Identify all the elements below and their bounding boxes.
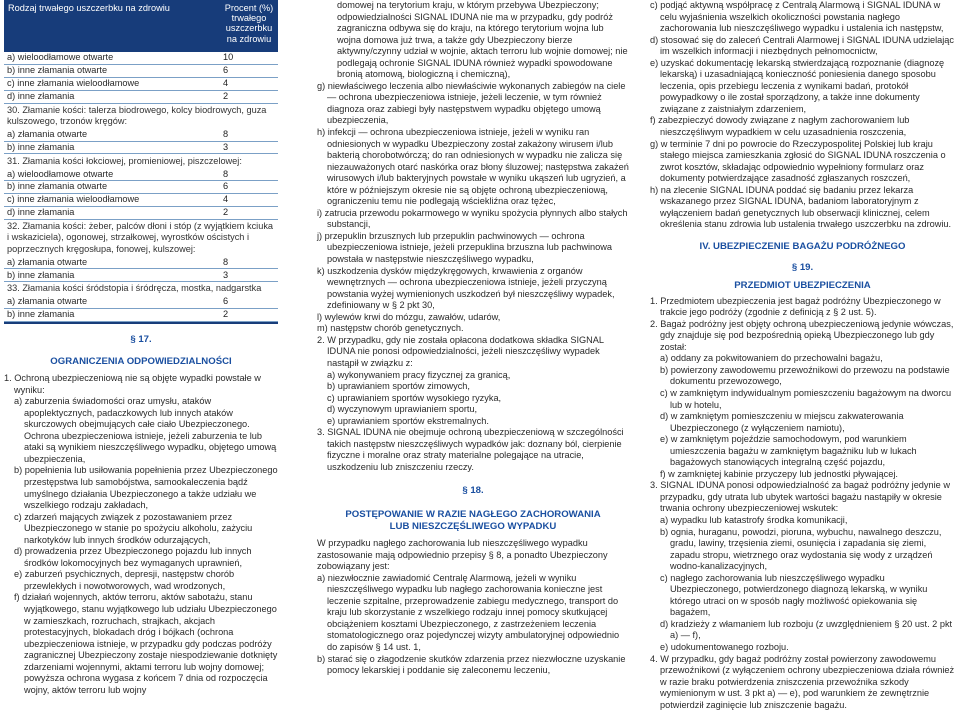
row-label: b) inne złamania otwarte [4,181,220,194]
c3-p2e: e) w zamkniętym pojeździe samochodowym, pod warunkiem umieszczenia bagażu w zamkniętym bagażniku lub w lukach bagażowych stanowiących integralną część pojazdu, [660,434,917,468]
c2-j: j) przepuklin brzusznych lub przepuklin pachwinowych — ochrona ubezpieczeniowa istnieje, jeżeli przepuklina brzuszna lub pachwinowa powstała w następstwie nieszczęśliwego wypadku, [317,230,612,265]
section-19-title: PRZEDMIOT UBEZPIECZENIA [734,280,871,292]
c3-p2c: c) w zamkniętym indywidualnym pomieszczeniu bagażowym na dworcu lub w hotelu, [660,387,952,410]
row-label: b) inne złamania otwarte [4,64,220,77]
table-row [4,181,278,194]
section-18-number: § 18. [462,485,484,497]
row-percent: 8 [220,257,278,269]
c2-p2e: e) uprawianiem sportów ekstremalnych. [327,415,489,426]
section-19-number: § 19. [791,262,814,274]
row-label: a) złamania otwarte [4,129,220,141]
part-4-title: IV. UBEZPIECZENIE BAGAŻU PODRÓŻNEGO [699,240,906,252]
c2-i: i) zatrucia przewodu pokarmowego w wyniku spożycia płynnych albo stałych substancji, [317,207,628,230]
row-percent: 10 [220,52,278,64]
table-row [4,168,278,180]
row-percent: 6 [220,296,278,308]
c2-m: m) następstw chorób genetycznych. [317,323,464,334]
category-label: 33. Złamania kości śródstopia i śródręcza, mostka, nadgarstka [7,283,262,294]
c3-p1: 1. Przedmiotem ubezpieczenia jest bagaż podróżny Ubezpieczonego w trakcie jego podróży (zgodnie z definicją z § 2 ust. 5). [650,295,941,318]
header-title: Rodzaj trwałego uszczerbku na zdrowiu [8,3,170,13]
table-header [4,0,278,52]
row-percent: 2 [220,309,278,322]
c3-c: c) podjąć aktywną współpracę z Centralą Alarmową i SIGNAL IDUNA w celu wyjaśnienia wszelkich okoliczności powstania nagłego zachorowania lub nieszczęśliwego wypadku i ustalenia ich następstw, [650,0,944,34]
s17-d: d) prowadzenia przez Ubezpieczonego pojazdu lub innych środków lokomocyjnych bez wymaganych uprawnień, [14,546,252,568]
s17-a2: Ochrona ubezpieczeniowa istnieje, jeżeli zaburzenia te lub ataki są wynikiem nieszczęśliwego wypadku, objętego umową ubezpieczenia, [24,430,277,464]
row-label: a) złamania otwarte [4,257,220,269]
c3-p2d: d) w zamkniętym pomieszczeniu w miejscu zakwaterowania Ubezpieczonego (z wyłączeniem namiotu), [660,411,904,433]
table-row [4,296,278,308]
c2-s18p: W przypadku nagłego zachorowania lub nieszczęśliwego wypadku zastosowanie mają odpowiednio przepisy § 8, a ponadto Ubezpieczony zobowiązany jest: [317,538,608,572]
c3-h: h) na zlecenie SIGNAL IDUNA poddać się badaniu przez lekarza wskazanego przez SIGNAL IDUNA, badaniom laboratoryjnym z wyłączeniem badań genetycznych lub obserwacji klinicznej, celem określenia stanu zdrowia lub ustalenia trwałego uszczerbku na zdrowiu. [650,184,952,230]
table-row [4,194,278,207]
row-label: c) inne złamania wieloodłamowe [4,194,220,207]
row-percent: 2 [220,207,278,220]
table-row [4,90,278,103]
column-left [4,0,278,696]
c3-p4: 4. W przypadku, gdy bagaż podróżny został powierzony zawodowemu przewoźnikowi (z wyłączeniem ochrony ubezpieczeniowa działa również w razie braku potwierdzenia zniszczenia przewoźnika szkody wymienionym w ust. 3 pkt a) — e), pod warunkiem że zewnętrznie potwierdził zaginięcie lub zniszczenie bagażu. [650,653,955,710]
table-row [4,52,278,64]
c3-p3a: a) wypadku lub katastrofy środka komunikacji, [660,514,848,525]
table-row [4,64,278,77]
c2-h: h) infekcji — ochrona ubezpieczeniowa istnieje, jeżeli w wyniku ran odniesionych w wypadku Ubezpieczony został zakażony wirusem i/lub bakterią chorobotwórczą; do ran odniesionych w wypadku nie zalicza się niezauważonych otarć naskórka oraz błony śluzowej; następstwa zakażeń wirusowych i/lub bakteryjnych powstałe w wyniku ukąszeń lub ugryzień, a które w późniejszym okresie nie są objęte ochroną ubezpieczeniową, ograniczeniu temu nie podlegają wściekliźna oraz tężec, [317,127,629,207]
category-label: 31. Złamania kości łokciowej, promieniowej, piszczelowej: [7,155,242,166]
table-row [4,207,278,220]
row-percent: 6 [220,181,278,194]
c2-l: l) wylewów krwi do mózgu, zawałów, udarów, [317,311,501,322]
table-row [4,77,278,90]
section-18-title-1: POSTĘPOWANIE W RAZIE NAGŁEGO ZACHOROWANIA [345,508,601,520]
table-category-row [4,154,278,168]
c3-p2f: f) w zamkniętej kabinie przyczepy lub jednostki pływającej. [660,468,898,479]
row-label: a) wieloodłamowe otwarte [4,52,220,64]
table-row [4,129,278,141]
category-label: 30. Złamanie kości: talerza biodrowego, kolcy biodrowych, guza kulszowego, trzonów kręgów: [7,104,267,127]
table-row [4,141,278,154]
c2-p2b: b) uprawianiem sportów zimowych, [327,381,470,392]
c2-cont: domowej na terytorium kraju, w którym przebywa Ubezpieczony; odpowiedzialności SIGNAL IDUNA nie ma w przypadku, gdy podróż zagraniczna odbywa się do kraju, na którego terytorium wojna lub wojna domowa już trwa, a także gdy Ubezpieczony bierze aktywny/czynny udział w wojnie, aktach terroru lub wojnie domowej; nie podlegają ochronie SIGNAL IDUNA również wypadki spowodowane bronią atomową, biologiczną i chemiczną), [337,0,628,80]
c3-f: f) zabezpieczyć dowody związane z nagłym zachorowaniem lub nieszczęśliwym wypadkiem w celu uzasadnienia roszczenia, [650,115,910,138]
c3-p2a: a) oddany za pokwitowaniem do przechowalni bagażu, [660,353,883,364]
s17-e: e) zaburzeń psychicznych, depresji, następstw chorób przewlekłych i nowotworowych, wad wrodzonych, [14,569,235,591]
c3-p2b: b) powierzony zawodowemu przewoźnikowi do przewozu na podstawie dokumentu przewozowego, [660,364,950,387]
row-percent: 8 [220,129,278,141]
c3-g: g) w terminie 7 dni po powrocie do Rzeczypospolitej Polskiej lub kraju stałego miejsca zamieszkania zgłosić do SIGNAL IDUNA roszczenia o zwrot kosztów, składając odpowiednio wypełniony formularz oraz dokumenty potwierdzające zasadność zgłaszanych roszczeń, [650,138,946,184]
c2-p3: 3. SIGNAL IDUNA nie obejmuje ochroną ubezpieczeniową w szczególności takich następstw nieszczęśliwych wypadków jak: doznany ból, cierpienie fizyczne i moralne oraz straty materialne polegające na utracie, uszkodzeniu lub zniszczeniu rzeczy. [317,427,624,472]
injury-table [4,0,278,324]
c2-p2d: d) wyczynowym uprawianiem sportu, [327,404,478,415]
category-label: 32. Złamania kości: żeber, palców dłoni i stóp (z wyjątkiem kciuka i wskaziciela), ogonowej, strzałkowej, wyrostków ościstych i poprzecznych kręgosłupa, fonowej, kulszowej: [7,220,274,254]
c3-p3: 3. SIGNAL IDUNA ponosi odpowiedzialność za bagaż podróżny jedynie w przypadku, gdy utrata lub ubytek wartości bagażu nastąpiły w okresie trwania ochrony ubezpieczeniowej wskutek: [650,480,950,514]
c3-p3d: d) kradzieży z włamaniem lub rozboju (z uwzględnieniem § 20 ust. 2 pkt a) — f), [660,618,953,641]
c2-k: k) uszkodzenia dysków międzykręgowych, krwawienia z organów wewnętrznych — ochrona ubezpieczeniowa istnieje, jeżeli przyczyną powstania wyżej wymienionych uszkodzeń był nieszczęśliwy wypadek, zdefiniowany w § 2 pkt 30, [317,265,615,311]
table-category-row [4,103,278,129]
row-label: d) inne złamania [4,90,220,103]
row-percent: 4 [220,77,278,90]
c3-p3c: c) nagłego zachorowania lub nieszczęśliwego wypadku Ubezpieczonego, potwierdzonego diagnozą lekarską, w wyniku którego utraci on w sposób nagły możliwość opiekowania się bagażem, [660,572,928,618]
c3-p2: 2. Bagaż podróżny jest objęty ochroną ubezpieczeniową jedynie wówczas, gdy znajduje się pod bezpośrednią opieką Ubezpieczonego lub gdy został: [650,318,954,352]
row-label: a) złamania otwarte [4,296,220,308]
c3-p3e: e) udokumentowanego rozboju. [660,641,789,652]
c2-g: g) niewłaściwego leczenia albo niewłaściwie wykonanych zabiegów na ciele — ochrona ubezpieczeniowa istnieje, jeżeli leczenie, w tym również diagnoza oraz zabiegi były następstwem wypadku objętego umową ubezpieczenia, [317,80,626,126]
row-label: d) inne złamania [4,207,220,220]
row-label: b) inne złamania [4,269,220,282]
section-17-title: OGRANICZENIA ODPOWIEDZIALNOŚCI [50,355,232,367]
c3-d: d) stosować się do zaleceń Centrali Alarmowej i SIGNAL IDUNA udzielając im wszelkich informacji i niezbędnych pełnomocnictw, [650,34,954,57]
row-label: a) wieloodłamowe otwarte [4,168,220,180]
table-row [4,257,278,269]
row-label: c) inne złamania wieloodłamowe [4,77,220,90]
c2-p2c: c) uprawianiem sportów wysokiego ryzyka, [327,392,502,403]
table-row [4,309,278,322]
row-percent: 8 [220,168,278,180]
section-17-number: § 17. [130,333,152,345]
column-middle [317,0,629,677]
row-percent: 4 [220,194,278,207]
c2-p2a: a) wykonywaniem pracy fizycznej za granicą, [327,369,511,380]
s17-f: f) działań wojennych, aktów terroru, aktów sabotażu, stanu wyjątkowego, stanu wyjątkowego lub udziału Ubezpieczonego w zamieszkach, rozruchach, strajkach, akcjach protestacyjnych, blokadach dróg i bójkach (ochrona ubezpieczeniowa istnieje, w przypadku gdy podczas podróży zagranicznej Ubezpieczony zostaje niespodziewanie dotknięty zdarzeniami wojennymi, aktami terroru lub wojny domowej; powyższa ochrona wygasa z końcem 7 dnia od rozpoczęcia wojny, aktów terroru lub wojny [14,592,278,695]
s17-b: b) popełnienia lub usiłowania popełnienia przez Ubezpieczonego przestępstwa lub samobójstwa, samookaleczenia bądź umyślnego działania Ubezpieczonego a także udziału we wszelkiego rodzaju zakładach, [14,465,278,511]
table-category-row [4,219,278,256]
c3-p3b: b) ognia, huraganu, powodzi, pioruna, wybuchu, nawalnego deszczu, gradu, lawiny, trzęsienia ziemi, osunięcia i zapadania się ziemi, zapadu stropu, wietrznego oraz wydostania się wody z urządzeń wodno-kanalizacyjnych, [660,526,942,572]
section-18-title-2: LUB NIESZCZĘŚLIWEGO WYPADKU [389,520,557,532]
row-label: b) inne złamania [4,309,220,322]
header-percent: Procent (%) trwałego uszczerbku na zdrowiu [224,3,274,44]
row-percent: 3 [220,269,278,282]
column-right [650,0,955,711]
c2-p2: 2. W przypadku, gdy nie została opłacona dodatkowa składka SIGNAL IDUNA nie ponosi odpowiedzialności, jeżeli nieszczęśliwy wypadek nastąpił w związku z: [317,334,604,368]
row-label: b) inne złamania [4,141,220,154]
s17-p1: 1. Ochroną ubezpieczeniową nie są objęte wypadki powstałe w wyniku: [4,373,261,395]
table-category-row [4,282,278,296]
row-percent: 2 [220,90,278,103]
c2-s18a: a) niezwłocznie zawiadomić Centralę Alarmową, jeżeli w wyniku nieszczęśliwego wypadku lub nagłego zachorowania konieczne jest leczenie szpitalne, przeprowadzenie zabiegu medycznego, transport do kraju lub skorzystanie z wszelkiego rodzaju innej pomocy skutkującej obciążeniem kosztami Ubezpieczonego, z zastrzeżeniem leczenia stomatologicznego oraz pojedynczej wizyty ambulatoryjnej odpowiednio do zapisów § 14 ust. 1, [317,572,620,652]
s17-c: c) zdarzeń mających związek z pozostawaniem przez Ubezpieczonego w stanie po spożyciu alkoholu, zażyciu narkotyków lub innych środków odurzających, [14,511,253,545]
c2-s18b: b) starać się o złagodzenie skutków zdarzenia przez niezwłoczne uzyskanie pomocy lekarskiej i poddanie się zaleconemu leczeniu, [317,653,626,676]
s17-a: a) zaburzenia świadomości oraz umysłu, ataków apoplektycznych, padaczkowych lub innych ataków skurczowych obejmujących całe ciało Ubezpieczonego. [14,396,250,430]
row-percent: 3 [220,141,278,154]
c3-e: e) uzyskać dokumentację lekarską stwierdzającą rozpoznanie (diagnozę lekarską) i uzasadniającą konieczność poniesienia danego sposobu leczenia, opis przebiegu leczenia z wynikami badań, protokół powypadkowy o ile został sporządzony, a także inne dokumenty związane z zaistniałym zdarzeniem, [650,57,945,114]
row-percent: 6 [220,64,278,77]
table-row [4,269,278,282]
